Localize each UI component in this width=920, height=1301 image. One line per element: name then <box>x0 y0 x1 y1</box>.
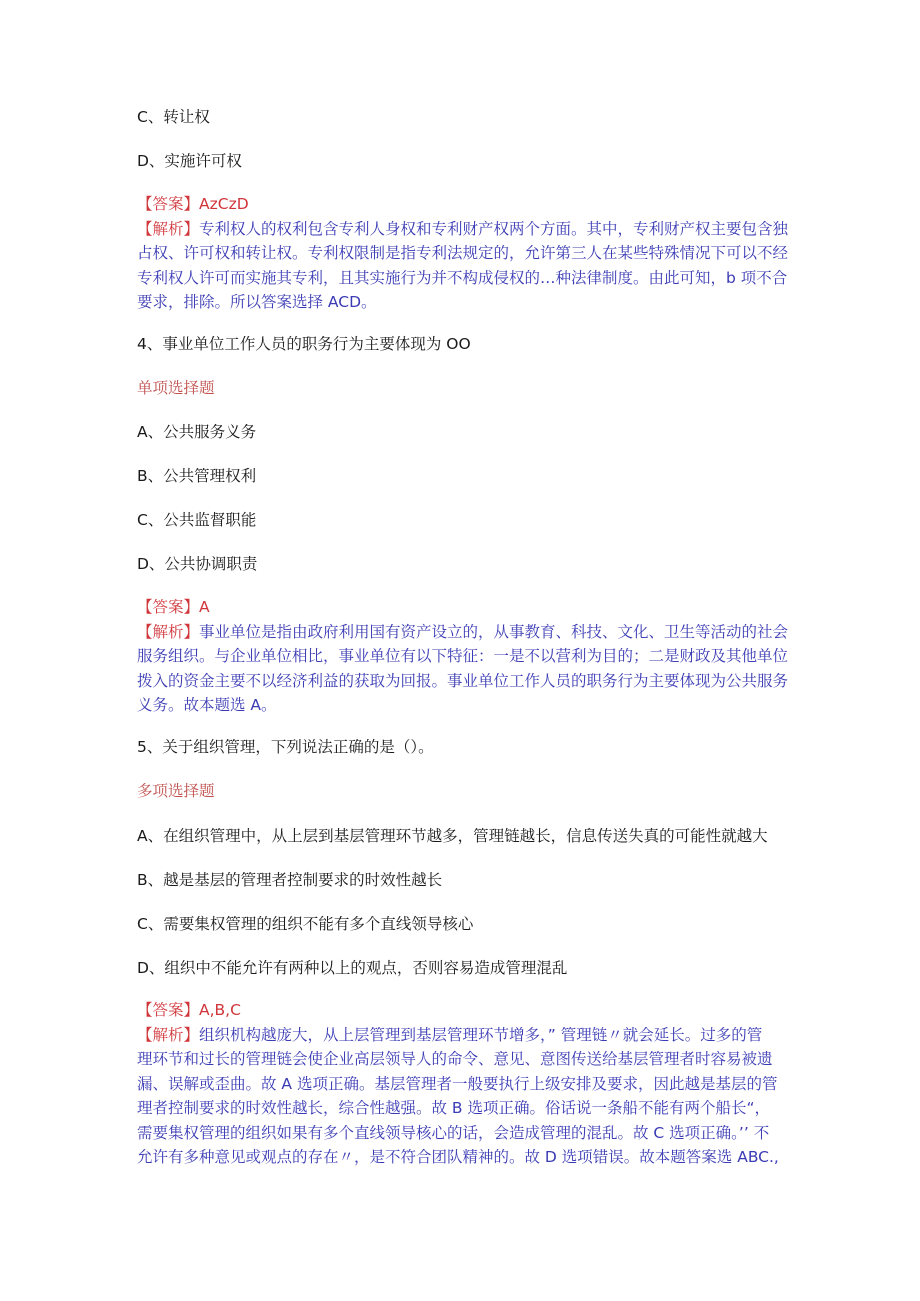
q4-question: 4、事业单位工作人员的职务行为主要体现为 OO <box>137 335 471 353</box>
q5-analysis-text: 允许有多种意见或观点的存在〃，是不符合团队精神的。故 D 选项错误。故本题答案选 ABC., <box>137 1148 779 1166</box>
q3-answer-block <box>137 192 787 315</box>
q4-option-b: B、公共管理权利 <box>137 467 257 485</box>
q5-type-label: 多项选择题 <box>137 782 215 800</box>
q5-option-b: B、越是基层的管理者控制要求的时效性越长 <box>137 871 443 889</box>
q5-analysis-text: 漏、误解或歪曲。故 A 选项正确。基层管理者一般要执行上级安排及要求，因此越是基层的管 <box>137 1074 778 1093</box>
q3-answer-value: AzCzD <box>199 195 249 213</box>
q5-option-c: C、需要集权管理的组织不能有多个直线领导核心 <box>137 915 474 933</box>
q3-answer-line <box>137 192 787 217</box>
q4-type-label: 单项选择题 <box>137 379 215 397</box>
q3-analysis-line <box>137 217 787 242</box>
q5-option-d: D、组织中不能允许有两种以上的观点，否则容易造成管理混乱 <box>137 959 568 977</box>
q4-option-d: D、公共协调职责 <box>137 555 258 573</box>
q5-analysis-line <box>137 1023 787 1048</box>
q5-answer-block <box>137 998 787 1170</box>
q3-analysis-text: 要求，排除。所以答案选择 ACD。 <box>137 293 377 311</box>
q4-answer-block <box>137 595 787 718</box>
q5-answer-tag: 【答案】 <box>137 1001 200 1019</box>
q4-answer-line <box>137 595 787 620</box>
q4-answer-tag: 【答案】 <box>137 598 200 616</box>
q4-analysis-text: 拨入的资金主要不以经济利益的获取为回报。事业单位工作人员的职务行为主要体现为公共服务 <box>137 671 789 690</box>
q3-option-d: D、实施许可权 <box>137 152 242 170</box>
q5-answer-line <box>137 998 787 1023</box>
q5-analysis-tag: 【解析】 <box>137 1025 200 1044</box>
q5-option-a: A、在组织管理中，从上层到基层管理环节越多，管理链越长，信息传送失真的可能性就越大 <box>137 827 768 845</box>
q5-analysis-text: 需要集权管理的组织如果有多个直线领导核心的话，会造成管理的混乱。故 C 选项正确。’’ 不 <box>137 1123 770 1142</box>
q3-analysis-text: 专利权人的权利包含专利人身权和专利财产权两个方面。其中，专利财产权主要包含独 <box>199 219 789 238</box>
q3-analysis-text: 占权、许可权和转让权。专利权限制是指专利法规定的，允许第三人在某些特殊情况下可以不经 <box>137 244 789 262</box>
q5-answer-value: A,B,C <box>199 1001 241 1019</box>
q4-analysis-text: 事业单位是指由政府利用国有资产设立的，从事教育、科技、文化、卫生等活动的社会 <box>199 622 789 641</box>
q3-option-c: C、转让权 <box>137 108 210 126</box>
q5-analysis-text: 组织机构越庞大，从上层管理到基层管理环节增多，” 管理链〃就会延长。过多的管 <box>199 1025 763 1044</box>
q4-option-c: C、公共监督职能 <box>137 511 257 529</box>
q5-analysis-text: 理者控制要求的时效性越长，综合性越强。故 B 选项正确。俗话说一条船不能有两个船长“， <box>137 1099 771 1117</box>
q3-analysis-tag: 【解析】 <box>137 219 200 238</box>
q3-answer-tag: 【答案】 <box>137 195 200 213</box>
q4-option-a: A、公共服务义务 <box>137 423 257 441</box>
q4-analysis-text: 服务组织。与企业单位相比，事业单位有以下特征：一是不以营利为目的；二是财政及其他单位 <box>137 647 789 665</box>
q5-question: 5、关于组织管理，下列说法正确的是（）。 <box>137 738 434 756</box>
q4-analysis-tag: 【解析】 <box>137 622 200 641</box>
q5-analysis-text: 理环节和过长的管理链会使企业高层领导人的命令、意见、意图传送给基层管理者时容易被遗 <box>137 1050 773 1068</box>
q4-analysis-line <box>137 620 787 645</box>
q4-analysis-text: 义务。故本题选 A。 <box>137 696 277 714</box>
q4-answer-value: A <box>199 598 210 616</box>
q3-analysis-text: 专利权人许可而实施其专利，且其实施行为并不构成侵权的…种法律制度。由此可知，b 项不合 <box>137 268 788 287</box>
